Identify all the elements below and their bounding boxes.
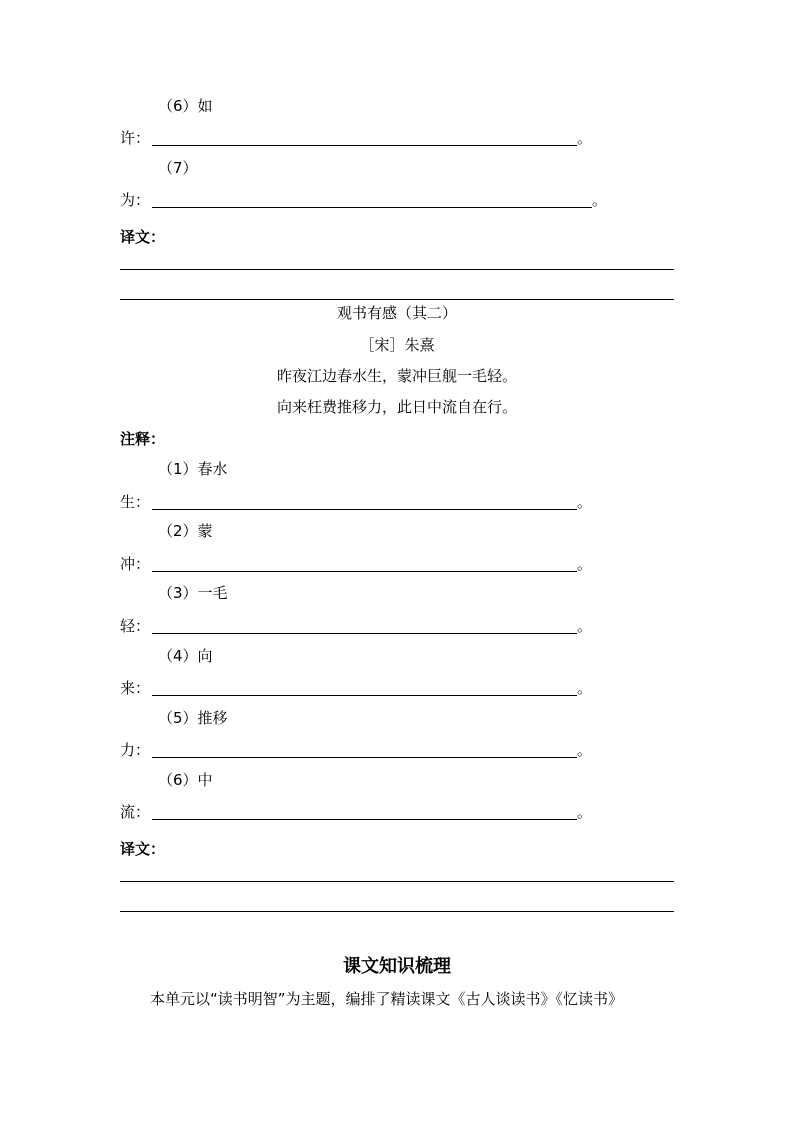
translation-label: 译文： [120,228,166,246]
note-label-bottom: 力： [120,741,151,759]
translation-line[interactable] [120,881,674,882]
answer-blank[interactable] [152,819,577,820]
note-label-bottom: 生： [120,493,151,511]
notes-label: 注释： [120,430,166,448]
period: 。 [577,129,593,147]
item-label-top: （6）如 [158,97,213,115]
poem-line: 昨夜江边春水生，蒙冲巨舰一毛轻。 [276,367,517,385]
answer-blank[interactable] [152,695,577,696]
translation-label: 译文： [120,840,166,858]
note-label-top: （5）推移 [158,709,228,727]
item-label-bottom: 许： [120,129,151,147]
answer-blank[interactable] [152,757,577,758]
item-label-top: （7） [158,159,198,177]
answer-blank[interactable] [152,633,577,634]
note-label-top: （4）向 [158,647,213,665]
period: 。 [577,741,593,759]
period: 。 [592,191,608,209]
period: 。 [577,679,593,697]
translation-line[interactable] [120,911,674,912]
translation-line[interactable] [120,299,674,300]
note-label-bottom: 来： [120,679,151,697]
note-label-bottom: 冲： [120,555,151,573]
section-intro: 本单元以“读书明智”为主题，编排了精读课文《古人谈读书》《忆读书》 [150,990,624,1008]
note-label-top: （1）春水 [158,460,228,478]
answer-blank[interactable] [152,207,592,208]
note-label-top: （2）蒙 [158,522,213,540]
answer-blank[interactable] [152,571,577,572]
period: 。 [577,555,593,573]
note-label-bottom: 流： [120,803,151,821]
poem-author: ［宋］朱熹 [359,336,435,354]
answer-blank[interactable] [152,145,577,146]
note-label-top: （6）中 [158,771,213,789]
period: 。 [577,803,593,821]
period: 。 [577,617,593,635]
answer-blank[interactable] [152,509,577,510]
note-label-bottom: 轻： [120,617,151,635]
translation-line[interactable] [120,269,674,270]
period: 。 [577,493,593,511]
poem-title: 观书有感（其二） [336,304,457,322]
poem-line: 向来枉费推移力，此日中流自在行。 [276,398,517,416]
section-heading: 课文知识梳理 [343,956,451,977]
note-label-top: （3）一毛 [158,584,228,602]
item-label-bottom: 为： [120,191,151,209]
